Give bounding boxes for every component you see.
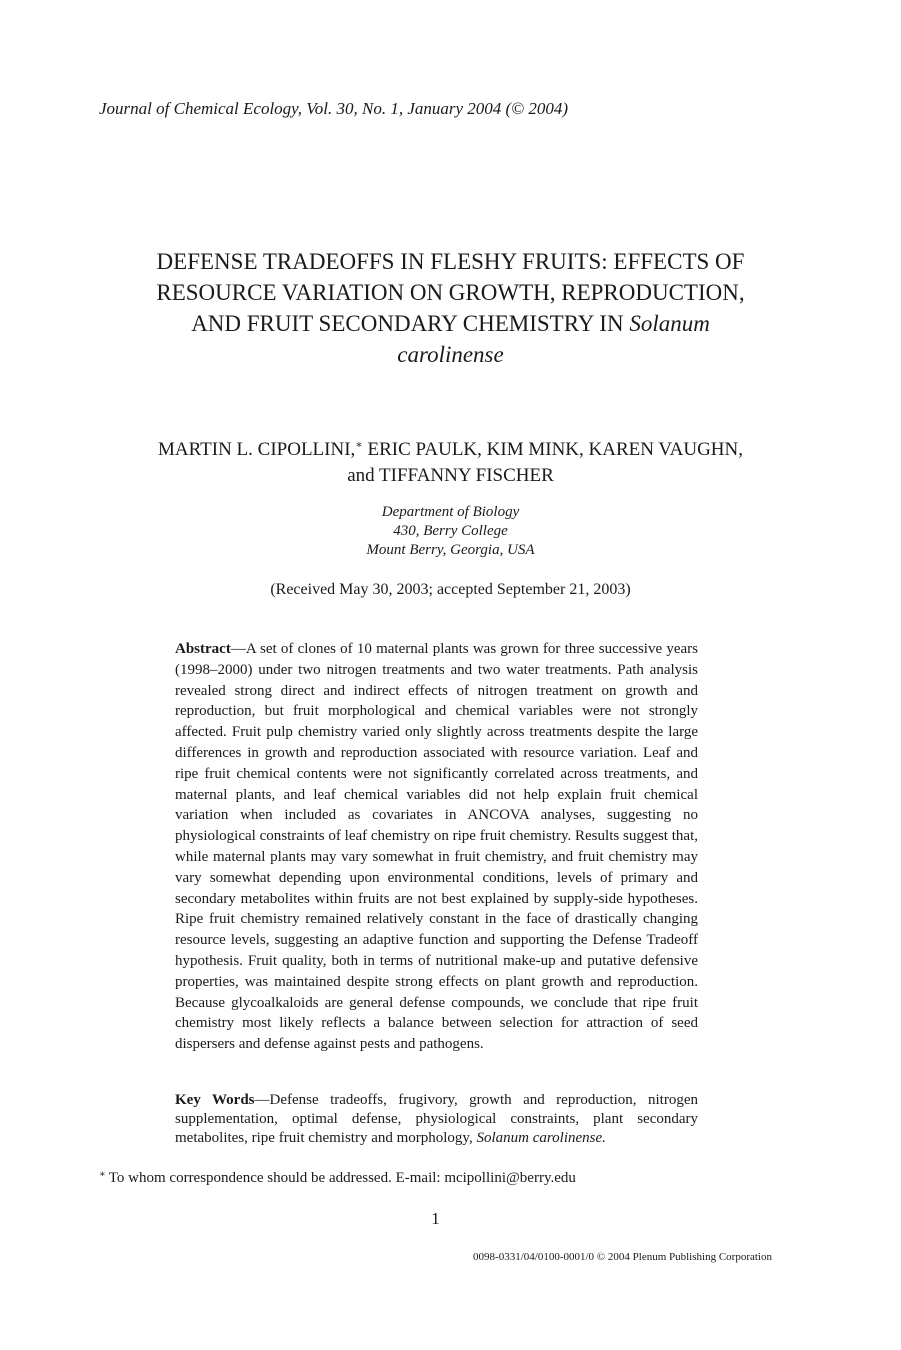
co-authors: ERIC PAULK, KIM MINK, KAREN VAUGHN, [362, 439, 743, 460]
authors-line-1 [90, 432, 811, 463]
keywords-label: Key Words [175, 1092, 255, 1108]
title-line-3-text: AND FRUIT SECONDARY CHEMISTRY IN [191, 311, 630, 336]
received-dates: (Received May 30, 2003; accepted September 21, 2003) [270, 581, 631, 598]
keywords-species: Solanum carolinense. [476, 1130, 606, 1146]
correspondence-footnote [99, 1169, 576, 1187]
keywords-text: —Defense tradeoffs, frugivory, growth and reproduction, nitrogen supplementation, optimal defense, physiological constraints, plant secondary metabolites, ripe fruit chemistry and morphology, [175, 1092, 698, 1146]
title-line-2: RESOURCE VARIATION ON GROWTH, REPRODUCTION, [156, 280, 745, 305]
abstract [175, 639, 698, 1055]
title-species-genus: Solanum [629, 311, 710, 336]
author-list [90, 432, 811, 489]
footnote-text: To whom correspondence should be addressed. E-mail: mcipollini@berry.edu [108, 1170, 576, 1186]
title-species-epithet: carolinense [397, 342, 504, 367]
article-title [90, 246, 811, 370]
correspondence-asterisk: ∗ [355, 439, 363, 451]
title-line-1: DEFENSE TRADEOFFS IN FLESHY FRUITS: EFFECTS OF [156, 249, 745, 274]
affiliation-institution: 430, Berry College [393, 523, 508, 539]
authors-line-2: and TIFFANNY FISCHER [347, 465, 554, 486]
affiliation [90, 503, 811, 560]
corresponding-author: MARTIN L. CIPOLLINI, [158, 439, 356, 460]
journal-header: Journal of Chemical Ecology, Vol. 30, No. 1, January 2004 (© 2004) [99, 99, 569, 118]
keywords [175, 1091, 698, 1148]
page-number: 1 [431, 1209, 440, 1228]
affiliation-location: Mount Berry, Georgia, USA [366, 542, 535, 558]
abstract-label: Abstract [175, 641, 231, 657]
abstract-text: —A set of clones of 10 maternal plants was grown for three successive years (1998–2000) under two nitrogen treatments and two water treatments. Path analysis revealed strong direct and indirect effects of nitrogen treatment on growth and reproduction, but fruit morphological and chemical variables were not strongly affected. Fruit pulp chemistry varied only slightly across treatments despite the large differences in growth and reproduction associated with resource variation. Leaf and ripe fruit chemical contents were not significantly correlated across treatments, and maternal plants, and leaf chemical variables did not help explain fruit chemical variation when included as covariates in ANCOVA analyses, suggesting no physiological constraints of leaf chemistry on ripe fruit chemistry. Results suggest that, while maternal plants may vary somewhat in fruit chemistry, and fruit chemistry may vary somewhat depending upon environmental conditions, levels of primary and secondary metabolites within fruits are not best explained by supply-side hypotheses. Ripe fruit chemistry remained relatively constant in the face of drastically changing resource levels, suggesting an adaptive function and supporting the Defense Tradeoff hypothesis. Fruit quality, both in terms of nutritional make-up and putative defensive properties, was maintained despite strong effects on plant growth and reproduction. Because glycoalkaloids are general defense compounds, we conclude that ripe fruit chemistry most likely reflects a balance between selection for attraction of seed dispersers and defense against pests and pathogens. [175, 641, 698, 1053]
affiliation-department: Department of Biology [381, 504, 520, 520]
copyright-line: 0098-0331/04/0100-0001/0 © 2004 Plenum Publishing Corporation [473, 1251, 772, 1263]
footnote-mark: ∗ [99, 1169, 106, 1180]
title-line-3 [90, 308, 811, 339]
